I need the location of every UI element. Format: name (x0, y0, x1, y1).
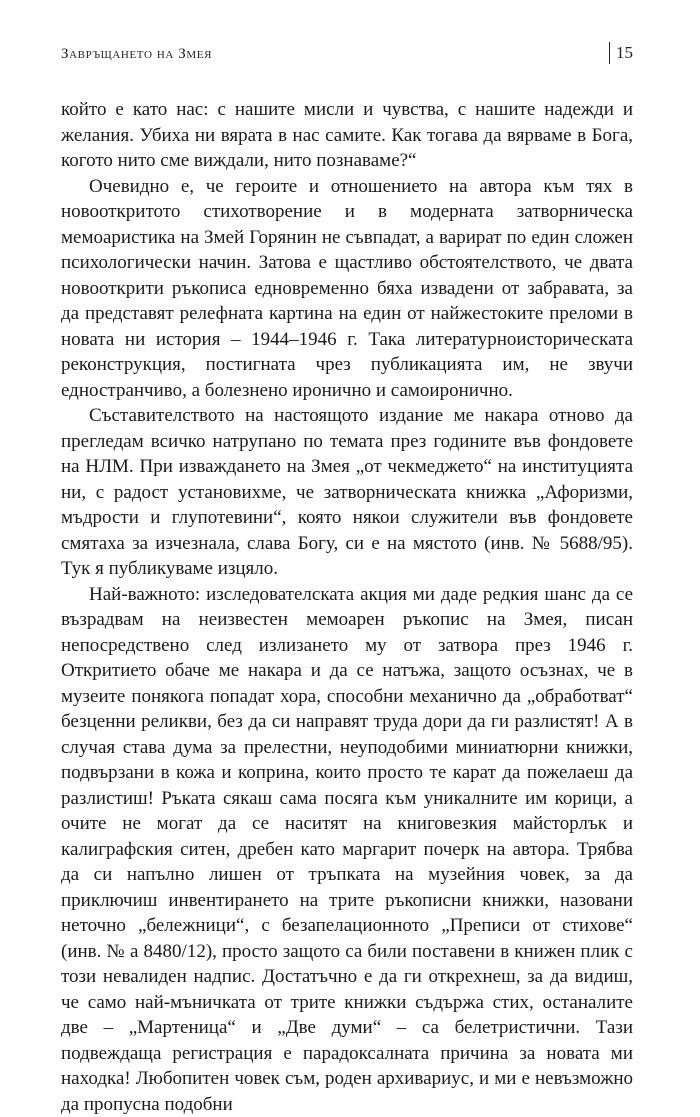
running-header (61, 42, 633, 68)
page-number-group (609, 42, 633, 66)
running-title: Завръщането на Змея (61, 46, 212, 63)
paragraph: Съставителството на настоящото издание ме накара отново да прегледам всичко натрупано по темата през годините във фондовете на НЛМ. При изваждането на Змея „от чекмеджето“ на институцията ни, с радост установихме, че затворническата книжка „Афоризми, мъдрости и глупотевини“, която някои служители във фондовете смятаха за изчезнала, слава Богу, си е на мястото (инв. № 5688/95). Тук я публикуваме изцяло. (61, 403, 633, 582)
body-text (61, 97, 633, 1117)
paragraph: Очевидно е, че героите и отношението на автора към тях в новооткритото стихотворение и в модерната затворническа мемоаристика на Змей Горянин не съвпадат, а варират по един сложен психологически начин. Затова е щастливо обстоятелството, че двата новооткрити ръкописа едновременно бяха извадени от забравата, за да представят релефната картина на един от найжестоките преломи в новата ни история – 1944–1946 г. Така литературноисторическата реконструкция, постигната чрез публикацията им, не звучи едностранчиво, а болезнено иронично и самоиронично. (61, 174, 633, 404)
paragraph: Най-важното: изследователската акция ми даде редкия шанс да се възрадвам на неизвестен мемоарен ръкопис на Змея, писан непосредствено след излизането му от затвора през 1946 г. Откритието обаче ме накара и да се натъжа, защото осъзнах, че в музеите понякога попадат хора, способни механично да „обработват“ безценни реликви, без да си направят труда дори да ги разлистят! А в случая става дума за прелестни, неуподобими миниатюрни книжки, подвързани в кожа и коприна, които просто те карат да пожелаеш да разлистиш! Ръката сякаш сама посяга към уникалните им корици, а очите не могат да се наситят на книговезкия майсторлък и калиграфския ситен, дребен като маргарит почерк на автора. Трябва да си напълно лишен от тръпката на музейния човек, за да приключиш инвентирането на трите ръкописни книжки, назовани неточно „бележници“, с безапелационното „Преписи от стихове“ (инв. № а 8480/12), просто защото са били поставени в книжен плик с този невалиден надпис. Достатъчно е да ги открехнеш, за да видиш, че само най-мъничката от трите книжки съдържа стих, останалите две – „Мартеница“ и „Две думи“ – са белетристични. Тази подвеждаща регистрация е парадоксалната причина за новата ми находка! Любопитен човек съм, роден архивариус, и ми е невъзможно да пропусна подобни (61, 582, 633, 1117)
page-number-rule (609, 42, 610, 64)
paragraph-continued: който е като нас: с нашите мисли и чувства, с нашите надежди и желания. Убиха ни вярата в нас самите. Как тогава да вярваме в Бога, когото нито сме виждали, нито познаваме?“ (61, 97, 633, 174)
page-number: 15 (616, 43, 633, 62)
